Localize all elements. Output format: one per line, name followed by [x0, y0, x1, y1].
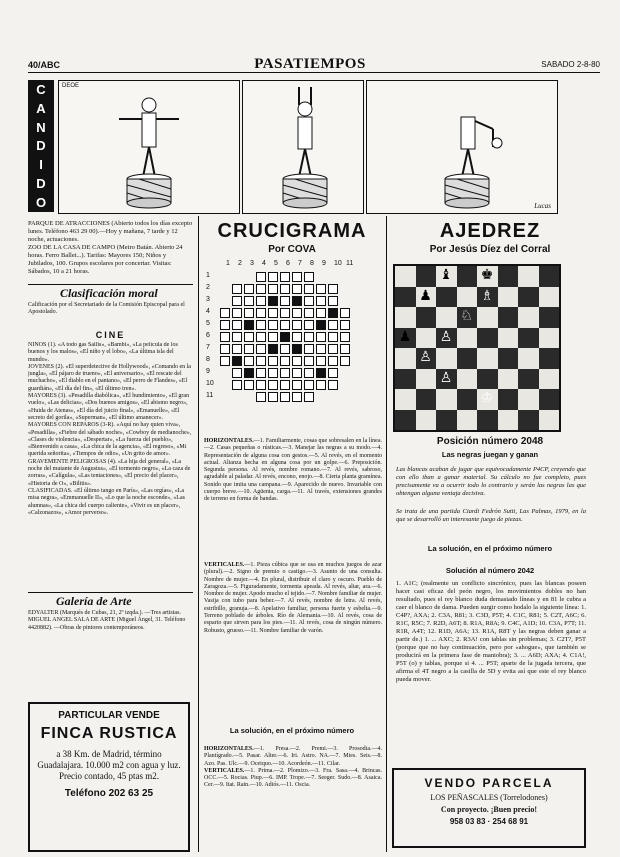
crossword-cell[interactable]: [304, 320, 314, 330]
crossword-cell[interactable]: [292, 296, 302, 306]
crossword-cell[interactable]: [316, 332, 326, 342]
chess-piece-icon: ♟: [419, 288, 432, 304]
crossword-cell[interactable]: [316, 356, 326, 366]
crossword-cell[interactable]: [292, 332, 302, 342]
crossword-cell[interactable]: [232, 284, 242, 294]
crossword-cell[interactable]: [292, 284, 302, 294]
chess-piece-icon: ♙: [439, 370, 453, 386]
column-rule: [198, 216, 199, 852]
crossword-cell[interactable]: [256, 344, 266, 354]
chess-square[interactable]: [539, 287, 560, 308]
crossword-cell[interactable]: [220, 332, 230, 342]
crossword-cell[interactable]: [340, 308, 350, 318]
page-date: SABADO 2-8-80: [541, 60, 600, 69]
candido-letter: D: [36, 176, 46, 192]
chess-square[interactable]: [477, 369, 498, 390]
chess-square[interactable]: [436, 307, 457, 328]
row-number: 11: [206, 392, 214, 399]
column-number: 10: [334, 260, 342, 267]
chess-square[interactable]: [395, 266, 416, 287]
chess-square[interactable]: [539, 369, 560, 390]
crossword-cell[interactable]: [316, 320, 326, 330]
column-number: 5: [274, 260, 278, 267]
chess-square[interactable]: [477, 348, 498, 369]
cartoonist-signature: Lucas: [534, 202, 551, 210]
crossword-cell[interactable]: [244, 284, 254, 294]
crossword-cell[interactable]: [268, 344, 278, 354]
crossword-cell[interactable]: [268, 380, 278, 390]
crossword-cell[interactable]: [256, 380, 266, 390]
ad-right-line2: LOS PEÑASCALES (Torrelodones): [430, 793, 548, 802]
chess-square[interactable]: [539, 328, 560, 349]
crossword-cell[interactable]: [268, 368, 278, 378]
puppet-figure-icon: [427, 89, 517, 209]
chess-square[interactable]: [395, 369, 416, 390]
chess-square[interactable]: [457, 328, 478, 349]
crucigrama-prev-solution: [204, 746, 382, 790]
verticales-clues: —1. Pieza cúbica que se usa en muchos juegos de azar (plural).—2. Signo de premio o castigo.—3. Asunto de una consulta. Nombre de mujer.—4. En plural, distribuir el claro y oscuro. Pueblo de Zaragoza.—5. Figuradamente, tormenta apeada. Al revés, altar, ara.—6. Nombre de mujer. Apodo mucho el tejido.—7. Nombre familiar de mujer. Vasija con tubo para beber.—7. Al revés, nombre de letra. Al revés, estribillo, granuja.—8. Apelativo familiar, persona fuerte y esbelta.—9. Terreno poblado de árboles. Río de Alemania.—10. Al revés, cosa de esparto que sirven para los pies.—11. Al revés, cosa de ningún número. Robusto, grueso.—11. Nombre familiar de varón.: [204, 562, 382, 634]
crossword-cell[interactable]: [232, 344, 242, 354]
crossword-cell[interactable]: [292, 368, 302, 378]
crossword-cell[interactable]: [268, 296, 278, 306]
crossword-cell[interactable]: [268, 320, 278, 330]
crossword-cell[interactable]: [292, 320, 302, 330]
cine-paragraph: GRAVEMENTE PELIGROSAS (4). «La hija del general», «La noche del mutante de Augustus», «El tormento negro», «La caza de zorras», «Calígula», «Las tentaciones», «El precio del placer», «Historia de O», «Bilitis».: [28, 458, 191, 487]
row-number: 2: [206, 284, 210, 291]
panel-label: DEOE: [62, 83, 80, 89]
crossword-cell[interactable]: [316, 284, 326, 294]
chess-piece-icon: ♟: [398, 329, 412, 345]
crossword-cell[interactable]: [292, 356, 302, 366]
row-number: 3: [206, 296, 210, 303]
ad-body: a 38 Km. de Madrid, término Guadalajara. 10.000 m2 con agua y luz. Precio contado, 45 ptas m2.: [37, 749, 181, 781]
crossword-cell[interactable]: [340, 320, 350, 330]
crossword-cell[interactable]: [292, 344, 302, 354]
crossword-cell[interactable]: [328, 380, 338, 390]
chess-square[interactable]: [395, 307, 416, 328]
crossword-cell[interactable]: [340, 356, 350, 366]
parque-entry: ZOO DE LA CASA DE CAMPO (Metro Batán. Abierto 24 horas. Ferro Ballet...). Tarifas: Mayores 150; Niños y Jubilados, 100. Grupos escolares por concertar. Visitas: Sábados, 10 a 21 horas.: [28, 244, 183, 275]
chess-square[interactable]: [436, 389, 457, 410]
ad-right-line1: VENDO PARCELA: [424, 776, 554, 790]
row-number: 6: [206, 332, 210, 339]
chess-square[interactable]: [498, 389, 519, 410]
divider: [28, 592, 193, 593]
crossword-cell[interactable]: [280, 380, 290, 390]
crucigrama-solution-note: La solución, en el próximo número: [229, 726, 355, 735]
candido-letter: I: [39, 157, 43, 173]
ajedrez-title: AJEDREZ: [439, 220, 541, 242]
crossword-cell[interactable]: [256, 320, 266, 330]
puppet-figure-icon: [109, 87, 189, 209]
chess-square[interactable]: [436, 410, 457, 431]
row-number: 4: [206, 308, 210, 315]
chess-square[interactable]: [518, 410, 539, 431]
chess-square[interactable]: [416, 410, 437, 431]
column-number: 4: [262, 260, 266, 267]
crossword-cell[interactable]: [280, 296, 290, 306]
crossword-cell[interactable]: [316, 380, 326, 390]
divider: [28, 284, 193, 285]
chess-square[interactable]: [457, 266, 478, 287]
finca-ad: [28, 702, 190, 852]
candido-letter: N: [36, 119, 46, 135]
crossword-cell[interactable]: [256, 308, 266, 318]
crossword-cell[interactable]: [280, 272, 290, 282]
crucigrama-horizontales: [204, 438, 382, 504]
chess-square[interactable]: [457, 369, 478, 390]
chess-square[interactable]: [518, 328, 539, 349]
crossword-cell[interactable]: [244, 344, 254, 354]
position-title: Posición número 2048: [436, 436, 544, 447]
verticales-label: VERTICALES.: [204, 562, 245, 568]
column-number: 2: [238, 260, 242, 267]
crossword-cell[interactable]: [220, 356, 230, 366]
crossword-cell[interactable]: [244, 320, 254, 330]
crossword-cell[interactable]: [304, 380, 314, 390]
candido-letter: D: [36, 138, 46, 154]
prev-h-label: HORIZONTALES.: [204, 746, 254, 752]
chess-square[interactable]: [457, 348, 478, 369]
cine-paragraph: MAYORES (3). «Pesadilla diabólica», «El hundimiento», «El gran vuelo», «Las delicias», «Dos buenos amigos», «El abismo negro», «Huida de Atenas», «El día del juicio final», «Emanuelle», «El secreto del gorila», «Superman», «El último amanecer».: [28, 393, 190, 421]
prev-v-text: —1. Prima.—2. Plomizo.—3. Fra. Sasa.—4. Brincas. OCC.—5. Rocias. Piup.—6. IMP. Trope.—7. Seeger. Sudo.—8. Asaica. Cer.—9. Itat. Rain.—10. Adiós.—11. Oscia.: [204, 767, 382, 789]
prev-h-text: —1. Presa.—2. Premi.—3. Prosodia.—4. Plantígrado.—5. Pasar. Alter.—6. Iri. Astro. NA.—7. Mies. Seis.—8. Azo. Pas. Ulc.—9. Oceiquo.—10. Acordeón.—11. Cilar.: [204, 746, 382, 767]
crossword-cell[interactable]: [244, 356, 254, 366]
galeria-title: Galería de Arte: [56, 594, 132, 608]
chess-square[interactable]: [395, 410, 416, 431]
crossword-cell[interactable]: [256, 392, 266, 402]
crucigrama-title: CRUCIGRAMA: [217, 220, 367, 242]
crossword-cell[interactable]: [268, 308, 278, 318]
crossword-cell[interactable]: [256, 356, 266, 366]
column-number: 3: [250, 260, 254, 267]
ajedrez-solution-title: Solución al número 2042: [445, 566, 535, 575]
chess-square[interactable]: [395, 287, 416, 308]
crossword-cell[interactable]: [328, 368, 338, 378]
crossword-cell[interactable]: [304, 356, 314, 366]
column-number: 9: [322, 260, 326, 267]
chess-square[interactable]: [518, 348, 539, 369]
crossword-cell[interactable]: [304, 308, 314, 318]
parcela-ad: [392, 768, 586, 848]
ajedrez-solution-text: 1. A1C; (realmente un conflicto sincrónico, pues las blancas poseen hacer casi eficaz del peón negro, los movimientos dobles no han resultado, pues el rey blanco duda demasiado líneas y en 81 le cubra a caer el blanco de dama. Pueden surgir como hodalo la siguiente línea: 1. C4P?, AXA; 2. C3A, R81; 3. C3D, P5T; 4. C1C, R81; 5. C2T, A6C; 6. R1C, R5C; 7. R2D, A6T; 8. R1A, R8A; 9. C4C, A1D; 10. C3A, P7T; 11. R1R, A4T; 12. R1D, A6A; 13. R1A, R8T y las negras deben ganar a partir de.) 1. ... AXC; 2. R3A! con tablas sin problemas; 3. C2T?, P5T (porque que no hay continuación, pero por «ahogue», que también se producirá en la primera fase de maniobra); 3. ... A6D; AXA; 4. C1A!, P5T (o) y tablas, porque si 4. ... P5T; aparte de la jugada tercera, que afirma el 4T negro a la casilla de 5D y evita así que este el rey blanco pueda mover.: [396, 580, 586, 683]
chess-square[interactable]: [457, 410, 478, 431]
cine-paragraph: JOVENES (2). «El superdetective de Hollywood», «Comando en la jungla», «El pájaro de trueno», «El aniversario», «El rescate del muchacho», «El diablo en el pantano», «El perro de Flandes», «El guardián», «El día del fin», «El último tren».: [28, 363, 191, 392]
cine-paragraph: MAYORES CON REPAROS (3-R). «Aquí no hay quien viva», «Pesadilla», «Fiebre del sábado noche», «Cowboy de medianoche», «Clases de violencia», «Despertar», «La fuerza del pueblo», «Bienvenido a casa», «La chica de la agencia», «El regreso», «Mi querida señorita», «Tiempos de odio», «Un grito de amor».: [28, 422, 192, 458]
chess-square[interactable]: [477, 328, 498, 349]
cine-title: CINE: [95, 330, 126, 340]
ad-right-line3: Con proyecto. ¡Buen precio!: [440, 805, 538, 814]
crossword-cell[interactable]: [244, 380, 254, 390]
crossword-cell[interactable]: [316, 368, 326, 378]
crossword-grid[interactable]: [220, 272, 352, 404]
crossword-cell[interactable]: [232, 356, 242, 366]
puppet-figure-icon: [265, 85, 345, 209]
clasificacion-text: Calificación por el Secretariado de la Comisión Episcopal para el Apostolado.: [28, 302, 185, 316]
chess-board[interactable]: [393, 264, 561, 432]
chess-piece-icon: ♘: [460, 309, 473, 324]
chess-square[interactable]: [436, 348, 457, 369]
crossword-cell[interactable]: [280, 392, 290, 402]
chess-square[interactable]: [539, 266, 560, 287]
cine-paragraph: NIÑOS (1). «A todo gas Sallis», «Bambi», «La película de los buenos y los malos», «El niño y el lobo», «La última isla del mundo».: [28, 342, 178, 363]
crossword-cell[interactable]: [220, 344, 230, 354]
crossword-cell[interactable]: [220, 320, 230, 330]
row-number: 1: [206, 272, 210, 279]
crossword-cell[interactable]: [328, 284, 338, 294]
prev-v-label: VERTICALES.: [204, 767, 245, 774]
galeria-paragraph: MIGUEL ANGEL SALA DE ARTE (Miguel Ángel, 31. Teléfono 4420882). —Obras de pintores contemporáneos.: [28, 617, 186, 631]
crossword-cell[interactable]: [316, 296, 326, 306]
crossword-cell[interactable]: [304, 368, 314, 378]
candido-letter: O: [35, 194, 47, 210]
chess-piece-icon: ♙: [419, 350, 432, 365]
ad-phone: Teléfono 202 63 25: [64, 788, 154, 799]
ajedrez-intro: Las blancas acaban de jugar que equivocadamente P4CP, creyendo que con ello iban a ganar material. Su cálculo no fue completo, pues precisamente va a ocurrir todo lo contrario y serán las negras las que obtengan alguna ventaja decisiva.: [396, 466, 586, 497]
position-subtitle: Las negras juegan y ganan: [441, 450, 539, 459]
crossword-cell[interactable]: [244, 296, 254, 306]
crossword-cell[interactable]: [292, 392, 302, 402]
crossword-cell[interactable]: [232, 332, 242, 342]
crossword-cell[interactable]: [256, 284, 266, 294]
crossword-cell[interactable]: [256, 272, 266, 282]
chess-square[interactable]: [457, 389, 478, 410]
header-rule: [28, 72, 600, 73]
row-number: 8: [206, 356, 210, 363]
comic-panel-1: [58, 80, 240, 214]
crossword-cell[interactable]: [280, 284, 290, 294]
chess-square[interactable]: [477, 410, 498, 431]
galeria-paragraph: EDYALTER (Marqués de Cubas, 21, 2º izqda.). —Tres artistas.: [28, 610, 181, 616]
candido-tab: [28, 80, 54, 212]
ad-right-phone: 958 03 83 · 254 68 91: [449, 817, 529, 826]
chess-square[interactable]: [436, 287, 457, 308]
crucigrama-verticales: [204, 562, 382, 635]
chess-square[interactable]: [498, 328, 519, 349]
chess-square[interactable]: [498, 307, 519, 328]
chess-square[interactable]: [477, 307, 498, 328]
column-rule: [386, 216, 387, 852]
crossword-cell[interactable]: [316, 308, 326, 318]
galeria-listing: [28, 610, 193, 632]
crossword-cell[interactable]: [280, 356, 290, 366]
chess-square[interactable]: [498, 266, 519, 287]
comic-panel-3: [366, 80, 558, 214]
page-number: 40/ABC: [28, 60, 61, 70]
comic-panel-2: [242, 80, 364, 214]
chess-square[interactable]: [498, 369, 519, 390]
crossword-cell[interactable]: [256, 332, 266, 342]
crossword-cell[interactable]: [328, 296, 338, 306]
crossword-cell[interactable]: [268, 284, 278, 294]
chess-square[interactable]: [416, 369, 437, 390]
chess-piece-icon: ♔: [480, 391, 494, 406]
crossword-cell[interactable]: [232, 380, 242, 390]
parques-block: [28, 220, 193, 276]
chess-square[interactable]: [416, 266, 437, 287]
ajedrez-author: Por Jesús Díez del Corral: [429, 244, 551, 255]
chess-square[interactable]: [518, 266, 539, 287]
cine-paragraph: CLASIFICADAS. «El último tango en París», «Las orgías», «La misa negra», «Emmanuelle II», «Lo que la noche esconde», «Las alumnas», «La chica del cuerpo caliente», «Vivir es un placer», «Calzonazos», «Amor perverso».: [28, 487, 185, 516]
column-number: 8: [310, 260, 314, 267]
ajedrez-next-note: La solución, en el próximo número: [427, 544, 553, 553]
crossword-cell[interactable]: [232, 320, 242, 330]
crossword-cell[interactable]: [244, 332, 254, 342]
crossword-cell[interactable]: [328, 332, 338, 342]
crossword-cell[interactable]: [244, 308, 254, 318]
crossword-cell[interactable]: [304, 392, 314, 402]
horizontales-clues: —1. Familiarmente, cosas que sobresalen en la línea.—2. Casas pequeñas o rústicas.—3. Manejar las negras a su modo.—4. Representación de alguna cosa con gestos.—5. Al revés, en el momento actual. Alianza hecha en alguna cosa por un golpe.—6. Preposición. Segunda persona. Al revés, nombre romano.—7. Al revés, sabroso, agradable al paladar. Al revés, encono, enojo.—8. Cierta planta gramínea. Sonido que imita una campana.—9. Aparecido de nuevo. Invariable con cuerpo breve.—10. Agüenta, carga.—11. Al través, extensiones grandes de terreno en forma de bandas.: [204, 438, 382, 503]
row-number: 5: [206, 320, 210, 327]
chess-square[interactable]: [518, 389, 539, 410]
chess-square[interactable]: [539, 348, 560, 369]
chess-square[interactable]: [457, 287, 478, 308]
chess-square[interactable]: [498, 410, 519, 431]
crossword-cell[interactable]: [232, 296, 242, 306]
crossword-cell[interactable]: [304, 296, 314, 306]
chess-piece-icon: ♝: [439, 268, 453, 283]
crossword-cell[interactable]: [244, 368, 254, 378]
cine-listing: [28, 342, 193, 556]
crossword-cell[interactable]: [268, 272, 278, 282]
crossword-cell[interactable]: [232, 308, 242, 318]
ajedrez-source: Se trata de una partida Ciardi Fedrón Sutti, Las Palmas, 1979, en la que se desarrolló un interesante juego de piezas.: [396, 508, 586, 523]
crossword-cell[interactable]: [268, 356, 278, 366]
chess-square[interactable]: [498, 348, 519, 369]
crossword-cell[interactable]: [304, 284, 314, 294]
crossword-cell[interactable]: [292, 272, 302, 282]
ad-line2: FINCA RUSTICA: [40, 725, 178, 742]
row-number: 10: [206, 380, 214, 387]
crossword-cell[interactable]: [328, 308, 338, 318]
crossword-cell[interactable]: [280, 344, 290, 354]
chess-square[interactable]: [498, 287, 519, 308]
parque-entry: PARQUE DE ATRACCIONES (Abierto todos los días excepto lunes. Teléfono 463 29 00).—Hoy y mañana, 7 tarde y 12 noche, actuaciones.: [28, 220, 193, 243]
chess-square[interactable]: [539, 389, 560, 410]
chess-square[interactable]: [518, 287, 539, 308]
crossword-cell[interactable]: [328, 320, 338, 330]
column-number: 11: [346, 260, 354, 267]
crossword-cell[interactable]: [256, 296, 266, 306]
row-number: 9: [206, 368, 210, 375]
crossword-cell[interactable]: [292, 380, 302, 390]
crossword-cell[interactable]: [292, 308, 302, 318]
crossword-cell[interactable]: [340, 344, 350, 354]
crossword-cell[interactable]: [280, 332, 290, 342]
chess-square[interactable]: [518, 369, 539, 390]
crossword-cell[interactable]: [280, 308, 290, 318]
chess-square[interactable]: [539, 410, 560, 431]
chess-square[interactable]: [416, 307, 437, 328]
column-number: 1: [226, 260, 230, 267]
crossword-cell[interactable]: [280, 368, 290, 378]
column-number: 6: [286, 260, 290, 267]
chess-square[interactable]: [518, 307, 539, 328]
crossword-cell[interactable]: [280, 320, 290, 330]
chess-square[interactable]: [416, 328, 437, 349]
chess-square[interactable]: [395, 389, 416, 410]
chess-piece-icon: ♗: [480, 288, 494, 304]
crossword-cell[interactable]: [340, 332, 350, 342]
crossword-cell[interactable]: [316, 344, 326, 354]
crossword-cell[interactable]: [304, 332, 314, 342]
crossword-cell[interactable]: [328, 356, 338, 366]
crossword-cell[interactable]: [256, 368, 266, 378]
chess-piece-icon: ♚: [480, 268, 494, 283]
candido-letter: C: [36, 81, 46, 97]
clasificacion-title: Clasificación moral: [60, 286, 158, 300]
crossword-cell[interactable]: [304, 272, 314, 282]
chess-square[interactable]: [539, 307, 560, 328]
crossword-cell[interactable]: [304, 344, 314, 354]
chess-square[interactable]: [395, 348, 416, 369]
row-number: 7: [206, 344, 210, 351]
chess-piece-icon: ♙: [439, 329, 453, 345]
section-title: PASATIEMPOS: [254, 56, 366, 72]
crossword-cell[interactable]: [268, 392, 278, 402]
ad-line1: PARTICULAR VENDE: [58, 710, 160, 721]
column-number: 7: [298, 260, 302, 267]
horizontales-label: HORIZONTALES.: [204, 438, 254, 444]
crossword-cell[interactable]: [328, 344, 338, 354]
chess-square[interactable]: [416, 389, 437, 410]
crossword-cell[interactable]: [268, 332, 278, 342]
candido-letter: A: [36, 100, 46, 116]
crossword-cell[interactable]: [232, 368, 242, 378]
crucigrama-author: Por COVA: [268, 244, 316, 255]
crossword-cell[interactable]: [220, 308, 230, 318]
